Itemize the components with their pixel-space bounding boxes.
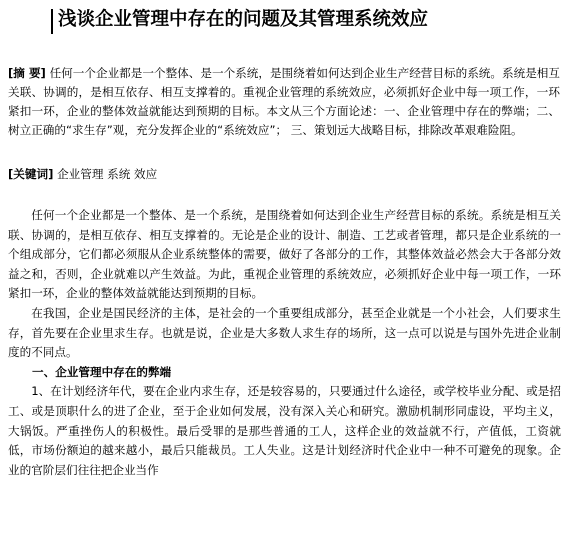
keywords-line <box>8 165 560 184</box>
body-text <box>8 206 561 480</box>
keywords-text: 企业管理 系统 效应 <box>57 167 158 181</box>
abstract-block <box>8 64 560 140</box>
body-paragraph-2: 在我国，企业是国民经济的主体，是社会的一个重要组成部分，甚至企业就是一个小社会，人们要求生存，首先要在企业里求生存。也就是说，企业是大多数人求生存的场所，这一点可以说是与国外先进企业制度的不同点。 <box>8 305 561 360</box>
document-title: 浅谈企业管理中存在的问题及其管理系统效应 <box>58 9 429 30</box>
section-heading-1: 一、企业管理中存在的弊端 <box>32 364 172 379</box>
abstract-text: 任何一个企业都是一个整体、是一个系统，是围绕着如何达到企业生产经营目标的系统。系统是相互关联、协调的，是相互依存、相互支撑着的。重视企业管理的系统效应，必须抓好企业中每一项工作，一环紧扣一环，企业的整体效益就能达到预期的目标。本文从三个方面论述：一、企业管理中存在的弊端；二、树立正确的“求生存”观，充分发挥企业的“系统效应”； 三、策划远大战略目标，排除改革艰难险阻。 <box>8 66 560 137</box>
body-paragraph-3: 1、在计划经济年代，要在企业内求生存，还是较容易的，只要通过什么途径，或学校毕业分配、或是招工、或是顶职什么的进了企业，至于企业如何发展，没有深入关心和研究。激励机制形同虚设，平均主义，大锅饭。严重挫伤人的积极性。最后受罪的是那些普通的工人，这样企业的效益就不行，产值低，工资就低，市场份额迫的越来越小，最后只能裁员。工人失业。这是计划经济时代企业中一种不可避免的现象。企业的官阶层们往往把企业当作 <box>8 384 561 477</box>
body-paragraph-1: 任何一个企业都是一个整体、是一个系统，是围绕着如何达到企业生产经营目标的系统。系统是相互关联、协调的，是相互依存、相互支撑着的。无论是企业的设计、制造、工艺或者管理，都只是企业系统的一个组成部分，它们都必须服从企业系统整体的需要，做好了各部分的工作，其整体效益必然会大于各部分效益之和，否则，企业就难以产生效益。为此，重视企业管理的系统效应，必须抓好企业中每一项工作，一环紧扣一环，企业的整体效益就能达到预期的目标。 <box>8 208 561 301</box>
keywords-label: [关键词] <box>8 167 54 181</box>
abstract-label: [摘 要] <box>8 66 46 80</box>
text-cursor <box>51 9 53 34</box>
